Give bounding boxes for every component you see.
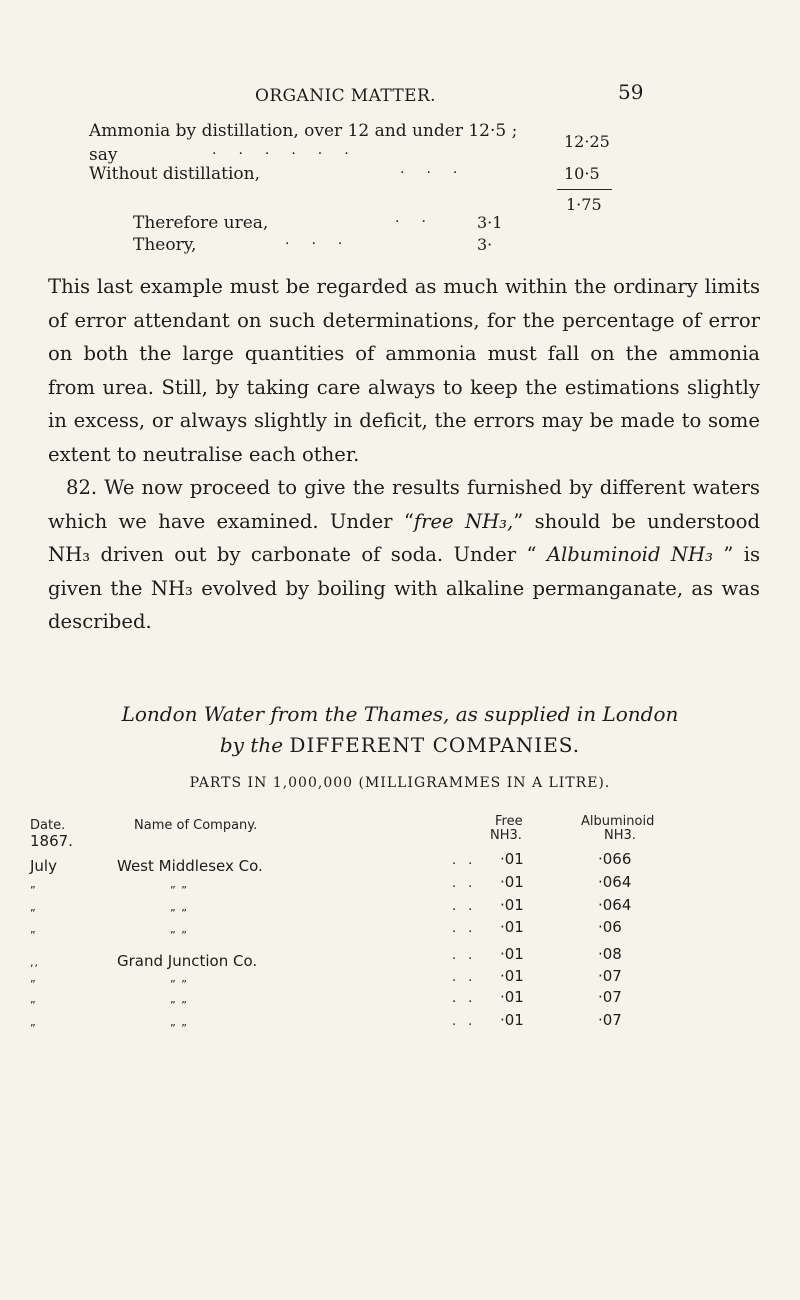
sum-rule: [557, 189, 612, 190]
cell-albuminoid-nh3: ·064: [598, 873, 632, 891]
cell-albuminoid-nh3: ·06: [598, 918, 622, 936]
leader-dots: ...: [285, 232, 365, 248]
paragraph-82-text: ” should be understood NH₃ driven out by carbonate of soda. Under “: [48, 509, 760, 566]
table-subtitle-italic: by the: [219, 733, 284, 757]
table-subtitle-caps: DIFFERENT COMPANIES.: [289, 733, 581, 757]
leader-dots: ......: [212, 142, 371, 158]
cell-company: West Middlesex Co.: [117, 857, 263, 875]
cell-company: Grand Junction Co.: [117, 952, 258, 970]
page-number: 59: [618, 80, 644, 104]
leader-dots: ...: [400, 161, 480, 177]
cell-company: ” ”: [170, 884, 188, 897]
cell-albuminoid-nh3: ·07: [598, 988, 622, 1006]
cell-company: ” ”: [170, 929, 188, 942]
cell-free-nh3: ·01: [500, 873, 524, 891]
leader-dots: ..: [452, 991, 485, 1006]
calc-urea-value: 3·1: [477, 213, 503, 232]
leader-dots: ..: [452, 970, 485, 985]
table-units: PARTS IN 1,000,000 (MILLIGRAMMES IN A LITRE).: [189, 775, 611, 791]
calc-say-value: 12·25: [564, 132, 610, 151]
cell-date: ”: [30, 1022, 37, 1035]
cell-albuminoid-nh3: ·064: [598, 896, 632, 914]
leader-dots: ..: [452, 948, 485, 963]
cell-company: ” ”: [170, 978, 188, 991]
cell-date: ”: [30, 978, 37, 991]
leader-dots: ..: [452, 853, 485, 868]
paragraph-error-note: This last example must be regarded as much within the ordinary limits of error attendant on such determinations, for the percentage of error on both the large quantities of ammonia must fall on the ammonia from urea. Still, by taking care always to keep the estimations slightly in excess, or always slightly in deficit, the errors may be made to some extent to neutralise each other.: [48, 275, 760, 466]
albuminoid-nh3-term: Albuminoid NH₃: [546, 543, 713, 566]
calc-line-ammonia: Ammonia by distillation, over 12 and under 12·5 ;: [89, 121, 518, 141]
cell-date: ,,: [30, 956, 39, 969]
free-nh3-term: free NH₃,: [413, 509, 514, 533]
leader-dots: ..: [452, 921, 485, 936]
table-subtitle: [0, 733, 800, 757]
col-header-free: Free: [495, 814, 523, 829]
col-header-albuminoid: Albuminoid: [581, 814, 655, 829]
calc-without-label: Without distillation,: [89, 164, 260, 184]
cell-company: ” ”: [170, 1022, 188, 1035]
calc-say-label: say: [89, 145, 118, 165]
cell-date: ”: [30, 929, 37, 942]
col-header-free-unit: NH3.: [490, 828, 522, 843]
cell-company: ” ”: [170, 999, 188, 1012]
cell-date: July: [30, 857, 57, 875]
leader-dots: ..: [452, 899, 485, 914]
paragraph-82-text: ” is given the NH₃ evolved by boiling with alkaline permanganate, as was described.: [48, 543, 761, 633]
leader-dots: ..: [395, 210, 448, 226]
calc-difference: 1·75: [566, 195, 602, 214]
leader-dots: ..: [452, 876, 485, 891]
cell-albuminoid-nh3: ·07: [598, 967, 622, 985]
cell-albuminoid-nh3: ·08: [598, 945, 622, 963]
cell-albuminoid-nh3: ·07: [598, 1011, 622, 1029]
col-header-year: 1867.: [30, 832, 73, 850]
calc-theory-label: Theory,: [133, 235, 197, 255]
cell-free-nh3: ·01: [500, 945, 524, 963]
body-text: [48, 270, 760, 639]
cell-company: ” ”: [170, 907, 188, 920]
calc-without-value: 10·5: [564, 164, 600, 183]
cell-free-nh3: ·01: [500, 967, 524, 985]
cell-free-nh3: ·01: [500, 918, 524, 936]
paragraph-82-text: 82. We now proceed to give the results furnished by different waters which we have examined. Under “: [48, 476, 760, 533]
running-header: ORGANIC MATTER.: [255, 86, 436, 106]
calc-theory-value: 3·: [477, 235, 493, 254]
cell-free-nh3: ·01: [500, 896, 524, 914]
col-header-date: Date.: [30, 818, 66, 833]
cell-free-nh3: ·01: [500, 988, 524, 1006]
col-header-albuminoid-unit: NH3.: [604, 828, 636, 843]
cell-date: ”: [30, 884, 37, 897]
paragraph-82: [48, 471, 760, 639]
cell-date: ”: [30, 999, 37, 1012]
cell-free-nh3: ·01: [500, 1011, 524, 1029]
cell-date: ”: [30, 907, 37, 920]
table-title: London Water from the Thames, as supplied in London: [121, 702, 679, 726]
cell-free-nh3: ·01: [500, 850, 524, 868]
calc-urea-label: Therefore urea,: [133, 213, 269, 233]
leader-dots: ..: [452, 1014, 485, 1029]
col-header-company: Name of Company.: [134, 818, 258, 833]
cell-albuminoid-nh3: ·066: [598, 850, 632, 868]
